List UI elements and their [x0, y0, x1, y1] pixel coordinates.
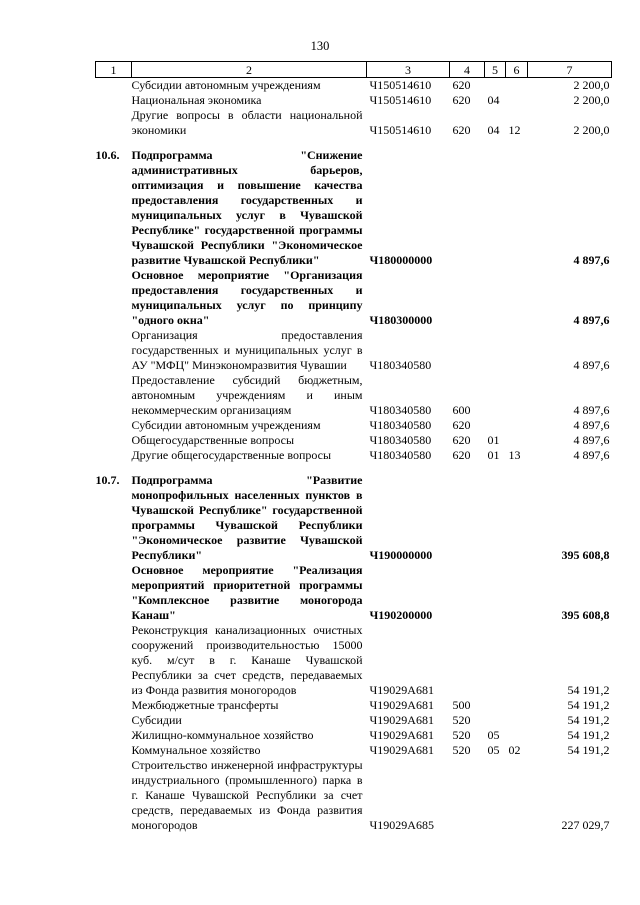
amount: 4 897,6: [573, 313, 610, 327]
amount: 4 897,6: [573, 448, 610, 462]
target-code: Ч190000000: [369, 548, 433, 562]
section-number: [96, 78, 132, 94]
row-name: Жилищно-коммунальное хозяйство: [131, 728, 314, 742]
section-number: [96, 268, 132, 328]
expense-type: [450, 148, 485, 268]
amount: 4 897,6: [573, 433, 610, 447]
table-row: [96, 713, 612, 728]
row-name: Строительство инженерной инфраструктуры индустриального (промышленного) парка в г. Канаше Чувашской Республики за счет средств, передаваемых из Фонда развития моногородов: [131, 758, 363, 832]
table-row: [96, 78, 612, 94]
amount: 395 608,8: [561, 608, 610, 622]
target-code: Ч180340580: [369, 403, 432, 417]
section-number: [96, 623, 132, 698]
subsection-code: [506, 473, 528, 563]
expense-type: 620: [452, 418, 471, 432]
amount: 54 191,2: [567, 743, 610, 757]
expense-type: 620: [452, 93, 471, 107]
table-row: [96, 743, 612, 758]
expense-type: 520: [452, 728, 471, 742]
amount: 54 191,2: [567, 713, 610, 727]
target-code: Ч180300000: [369, 313, 433, 327]
section-number: [96, 758, 132, 833]
section-code: 01: [487, 433, 500, 447]
amount: 2 200,0: [573, 93, 610, 107]
column-header-4: 4: [450, 62, 485, 78]
section-code: [485, 328, 506, 373]
section-code: 04: [487, 93, 500, 107]
section-code: [485, 563, 506, 623]
section-number: [96, 93, 132, 108]
expense-type: 620: [452, 433, 471, 447]
subsection-code: [506, 148, 528, 268]
subsection-code: [506, 698, 528, 713]
row-name: Подпрограмма "Снижение административных барьеров, оптимизация и повышение качества предоставления государственных и муниципальных услуг в Чувашской Республике" государственной программы Чувашской Республики "Экономическое развитие Чувашской Республики": [131, 148, 363, 267]
table-row: [96, 563, 612, 623]
subsection-code: [506, 713, 528, 728]
row-name: Реконструкция канализационных очистных сооружений производительностью 15000 куб. м/сут в г. Канаше Чувашской Республики за счет средств, передаваемых из Фонда развития моногородов: [131, 623, 363, 697]
section-number: 10.7.: [95, 473, 120, 487]
row-name: Основное мероприятие "Реализация мероприятий приоритетной программы "Комплексное развитие моногорода Канаш": [131, 563, 363, 622]
subsection-code: [506, 623, 528, 698]
subsection-code: [506, 78, 528, 94]
table-row: [96, 433, 612, 448]
subsection-code: [506, 268, 528, 328]
section-number: [96, 418, 132, 433]
section-code: [485, 713, 506, 728]
subsection-code: [506, 758, 528, 833]
table-row: [96, 108, 612, 138]
target-code: Ч150514610: [369, 123, 432, 137]
section-code: 05: [487, 743, 500, 757]
amount: 227 029,7: [561, 818, 610, 832]
table-row: [96, 148, 612, 268]
table-row: [96, 623, 612, 698]
column-header-5: 5: [485, 62, 506, 78]
row-name: Основное мероприятие "Организация предоставления государственных и муниципальных услуг по принципу "одного окна": [131, 268, 363, 327]
target-code: Ч180340580: [369, 433, 432, 447]
row-name: Общегосударственные вопросы: [131, 433, 295, 447]
table-row: [96, 473, 612, 563]
row-name: Межбюджетные трансферты: [131, 698, 279, 712]
target-code: Ч180340580: [369, 418, 432, 432]
amount: 54 191,2: [567, 728, 610, 742]
amount: 4 897,6: [573, 418, 610, 432]
section-code: [485, 758, 506, 833]
section-code: [485, 148, 506, 268]
subsection-code: [506, 328, 528, 373]
section-code: [485, 373, 506, 418]
amount: 54 191,2: [567, 698, 610, 712]
row-name: Субсидии: [131, 713, 182, 727]
section-code: 04: [487, 123, 500, 137]
target-code: Ч19029А681: [369, 713, 434, 727]
table-row: [96, 373, 612, 418]
section-number: [96, 108, 132, 138]
table-row: [96, 93, 612, 108]
subsection-code: [506, 418, 528, 433]
section-code: [485, 418, 506, 433]
row-name: Субсидии автономным учреждениям: [131, 418, 321, 432]
subsection-code: 13: [508, 448, 521, 462]
amount: 4 897,6: [573, 403, 610, 417]
expense-type: [450, 563, 485, 623]
expense-type: [450, 268, 485, 328]
expense-type: [450, 328, 485, 373]
amount: 54 191,2: [567, 683, 610, 697]
expense-type: 620: [452, 123, 471, 137]
table-row: [96, 448, 612, 463]
expense-type: 620: [452, 448, 471, 462]
table-body: [96, 78, 612, 834]
row-name: Субсидии автономным учреждениям: [131, 78, 321, 92]
section-number: [96, 698, 132, 713]
expense-type: 620: [452, 78, 471, 92]
subsection-code: 02: [508, 743, 521, 757]
section-code: 05: [487, 728, 500, 742]
section-number: [96, 328, 132, 373]
budget-table: [95, 61, 612, 833]
section-code: [485, 78, 506, 94]
section-number: [96, 433, 132, 448]
subsection-code: 12: [508, 123, 521, 137]
column-header-row: [96, 62, 612, 78]
target-code: Ч180340580: [369, 448, 432, 462]
subsection-code: [506, 93, 528, 108]
subsection-code: [506, 433, 528, 448]
expense-type: [450, 473, 485, 563]
spacer-row: [96, 138, 612, 148]
row-name: Подпрограмма "Развитие монопрофильных населенных пунктов в Чувашской Республике" государственной программы Чувашской Республики "Экономическое развитие Чувашской Республики": [131, 473, 363, 562]
amount: 2 200,0: [573, 123, 610, 137]
subsection-code: [506, 563, 528, 623]
target-code: Ч19029А681: [369, 683, 434, 697]
target-code: Ч19029А685: [369, 818, 434, 832]
column-header-6: 6: [506, 62, 528, 78]
section-code: [485, 473, 506, 563]
target-code: Ч150514610: [369, 78, 432, 92]
column-header-3: 3: [367, 62, 450, 78]
table-row: [96, 728, 612, 743]
target-code: Ч150514610: [369, 93, 432, 107]
table-row: [96, 268, 612, 328]
page-number: 130: [310, 39, 330, 53]
target-code: Ч180000000: [369, 253, 433, 267]
section-number: [96, 448, 132, 463]
target-code: Ч180340580: [369, 358, 432, 372]
row-name: Коммунальное хозяйство: [131, 743, 261, 757]
amount: 395 608,8: [561, 548, 610, 562]
section-code: [485, 268, 506, 328]
row-name: Другие общегосударственные вопросы: [131, 448, 332, 462]
table-row: [96, 698, 612, 713]
spacer-row: [96, 463, 612, 473]
section-number: [96, 728, 132, 743]
section-code: [485, 698, 506, 713]
column-header-2: 2: [132, 62, 367, 78]
amount: 2 200,0: [573, 78, 610, 92]
subsection-code: [506, 373, 528, 418]
column-header-1: 1: [96, 62, 132, 78]
section-number: [96, 743, 132, 758]
expense-type: [450, 623, 485, 698]
expense-type: [450, 758, 485, 833]
target-code: Ч190200000: [369, 608, 433, 622]
expense-type: 520: [452, 743, 471, 757]
section-code: [485, 623, 506, 698]
target-code: Ч19029А681: [369, 698, 434, 712]
target-code: Ч19029А681: [369, 743, 434, 757]
table-row: [96, 328, 612, 373]
amount: 4 897,6: [573, 253, 610, 267]
section-number: [96, 373, 132, 418]
table-row: [96, 418, 612, 433]
target-code: Ч19029А681: [369, 728, 434, 742]
amount: 4 897,6: [573, 358, 610, 372]
row-name: Предоставление субсидий бюджетным, автономным учреждениям и иным некоммерческим организациям: [131, 373, 363, 417]
row-name: Организация предоставления государственных и муниципальных услуг в АУ "МФЦ" Минэкономразвития Чувашии: [131, 328, 363, 372]
column-header-7: 7: [528, 62, 612, 78]
row-name: Другие вопросы в области национальной экономики: [131, 108, 363, 137]
expense-type: 600: [452, 403, 471, 417]
expense-type: 520: [452, 713, 471, 727]
section-number: 10.6.: [95, 148, 120, 162]
table-row: [96, 758, 612, 833]
expense-type: 500: [452, 698, 471, 712]
section-number: [96, 713, 132, 728]
section-number: [96, 563, 132, 623]
section-code: 01: [487, 448, 500, 462]
row-name: Национальная экономика: [131, 93, 262, 107]
subsection-code: [506, 728, 528, 743]
